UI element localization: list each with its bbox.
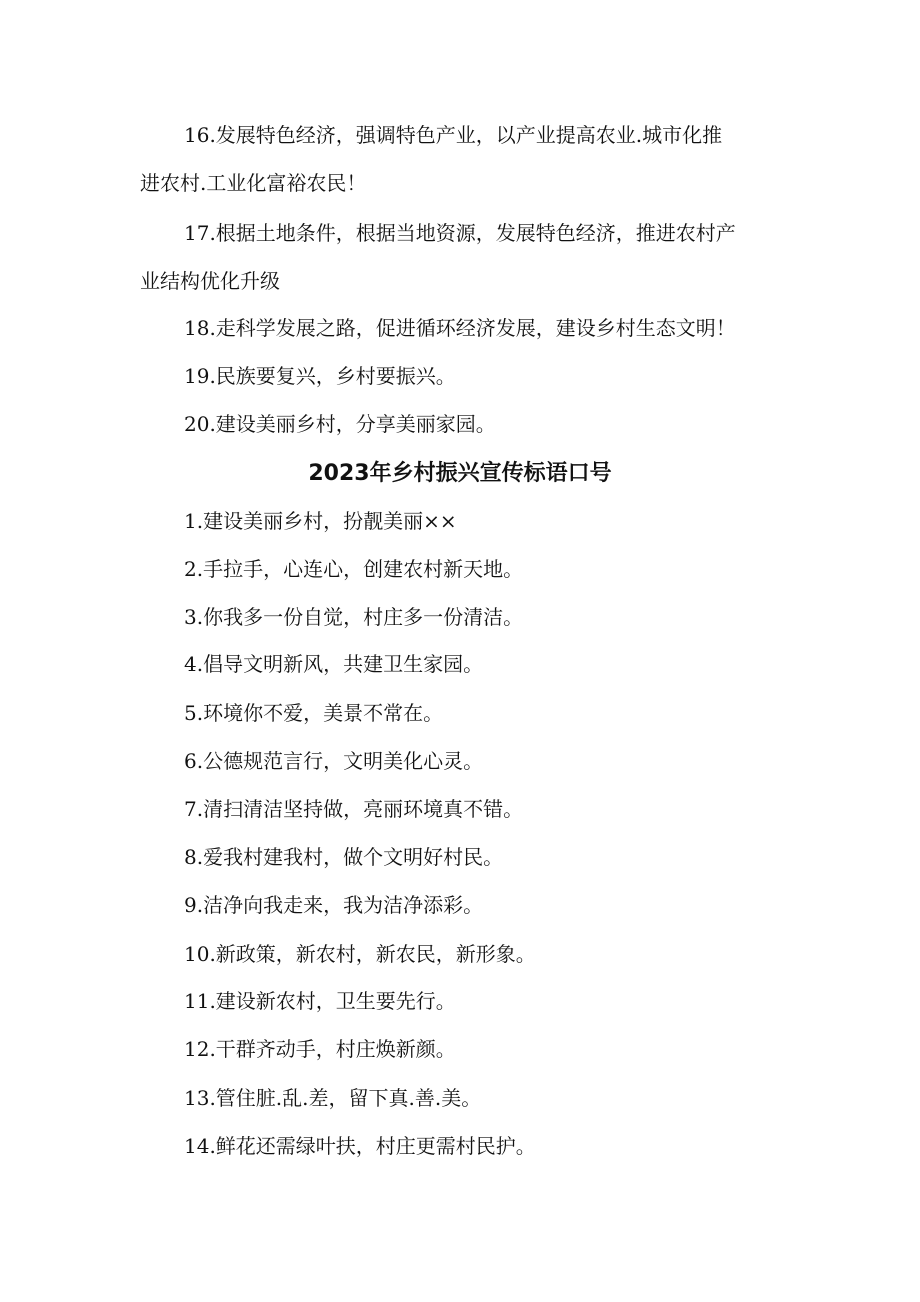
paragraph-17: [140, 209, 780, 305]
slogan-item-9: 9.洁净向我走来，我为洁净添彩。: [184, 893, 484, 917]
slogan-item-5: 5.环境你不爱，美景不常在。: [184, 701, 444, 725]
slogan-item-13: 13.管住脏.乱.差，留下真.善.美。: [184, 1086, 482, 1110]
slogan-item-10: 10.新政策，新农村，新农民，新形象。: [184, 942, 536, 966]
slogan-item-12: 12.干群齐动手，村庄焕新颜。: [184, 1037, 456, 1061]
paragraph-19: 19.民族要复兴，乡村要振兴。: [184, 364, 456, 388]
paragraph-18: 18.走科学发展之路，促进循环经济发展，建设乡村生态文明！: [184, 316, 736, 340]
slogan-item-11: 11.建设新农村，卫生要先行。: [184, 989, 456, 1013]
slogan-item-8: 8.爱我村建我村，做个文明好村民。: [184, 845, 504, 869]
paragraph-17-line-1: 17.根据土地条件，根据当地资源，发展特色经济，推进农村产: [184, 221, 736, 245]
paragraph-17-line-2: 业结构优化升级: [140, 269, 280, 293]
paragraph-16-line-2: 进农村.工业化富裕农民！: [140, 171, 367, 195]
section-title: 2023年乡村振兴宣传标语口号: [308, 461, 612, 486]
slogan-item-7: 7.清扫清洁坚持做，亮丽环境真不错。: [184, 797, 524, 821]
slogan-item-6: 6.公德规范言行，文明美化心灵。: [184, 749, 484, 773]
paragraph-16: [140, 111, 780, 207]
paragraph-20: 20.建设美丽乡村，分享美丽家园。: [184, 412, 496, 436]
slogan-item-1: 1.建设美丽乡村，扮靓美丽××: [184, 509, 457, 533]
slogan-item-14: 14.鲜花还需绿叶扶，村庄更需村民护。: [184, 1134, 536, 1158]
slogan-item-3: 3.你我多一份自觉，村庄多一份清洁。: [184, 605, 524, 629]
slogan-item-4: 4.倡导文明新风，共建卫生家园。: [184, 652, 484, 676]
slogan-item-2: 2.手拉手，心连心，创建农村新天地。: [184, 557, 524, 581]
paragraph-16-line-1: 16.发展特色经济，强调特色产业，以产业提高农业.城市化推: [184, 123, 723, 147]
